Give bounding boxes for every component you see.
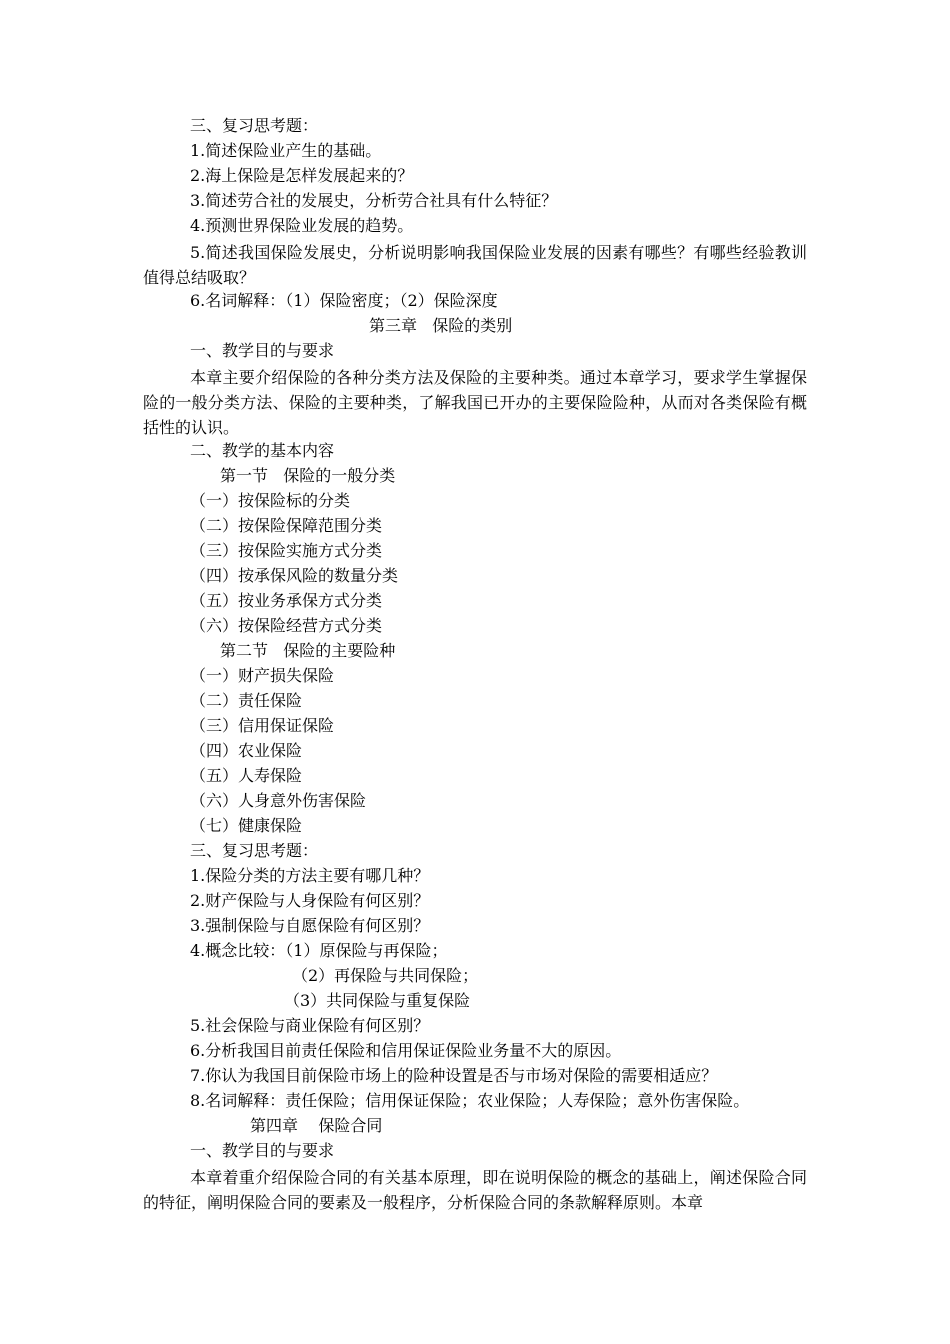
review-heading: 三、复习思考题： (190, 116, 319, 135)
chapter-3-review-heading: 三、复习思考题： (190, 841, 319, 860)
chapter-3-goal-paragraph: 本章主要介绍保险的各种分类方法及保险的主要种类。通过本章学习，要求学生掌握保险的一般分类方法、保险的主要种类，了解我国已开办的主要保险险种，从而对各类保险有概括性的认识。 (143, 368, 807, 437)
review-question-6: 6.名词解释：（1）保险密度；（2）保险深度 (190, 291, 498, 310)
chapter-3-question-3: 3.强制保险与自愿保险有何区别？ (190, 916, 430, 935)
list-item: （七）健康保险 (190, 816, 303, 835)
section-2-title: 第二节 保险的主要险种 (220, 641, 396, 660)
chapter-3-question-1: 1.保险分类的方法主要有哪几种？ (190, 866, 430, 885)
list-item: （三）按保险实施方式分类 (190, 541, 383, 560)
review-question-5: 5.简述我国保险发展史，分析说明影响我国保险业发展的因素有哪些？有哪些经验教训值得总结吸取？ (143, 243, 807, 287)
list-item: （三）信用保证保险 (190, 716, 335, 735)
list-item: （二）按保险保障范围分类 (190, 516, 383, 535)
review-question-4: 4.预测世界保险业发展的趋势。 (190, 216, 414, 235)
chapter-4-goal-heading: 一、教学目的与要求 (190, 1141, 335, 1160)
chapter-3-question-4c: （3）共同保险与重复保险 (284, 991, 471, 1010)
chapter-3-goal-heading: 一、教学目的与要求 (190, 341, 335, 360)
review-question-1: 1.简述保险业产生的基础。 (190, 141, 382, 160)
chapter-3-question-4a: 4.概念比较：（1）原保险与再保险； (190, 941, 448, 960)
list-item: （六）按保险经营方式分类 (190, 616, 383, 635)
chapter-3-question-5: 5.社会保险与商业保险有何区别？ (190, 1016, 430, 1035)
chapter-3-question-2: 2.财产保险与人身保险有何区别？ (190, 891, 430, 910)
list-item: （五）人寿保险 (190, 766, 303, 785)
chapter-3-question-6: 6.分析我国目前责任保险和信用保证保险业务量不大的原因。 (190, 1041, 622, 1060)
list-item: （六）人身意外伤害保险 (190, 791, 367, 810)
list-item: （一）财产损失保险 (190, 666, 335, 685)
chapter-4-goal-paragraph: 本章着重介绍保险合同的有关基本原理，即在说明保险的概念的基础上，阐述保险合同的特征，阐明保险合同的要素及一般程序，分析保险合同的条款解释原则。本章 (143, 1168, 807, 1212)
review-question-3: 3.简述劳合社的发展史，分析劳合社具有什么特征？ (190, 191, 558, 210)
list-item: （四）农业保险 (190, 741, 303, 760)
list-item: （四）按承保风险的数量分类 (190, 566, 399, 585)
chapter-3-title: 第三章 保险的类别 (369, 316, 513, 335)
chapter-3-question-7: 7.你认为我国目前保险市场上的险种设置是否与市场对保险的需要相适应？ (190, 1066, 718, 1085)
chapter-3-question-4b: （2）再保险与共同保险； (292, 966, 479, 985)
chapter-3-content-heading: 二、教学的基本内容 (190, 441, 335, 460)
chapter-4-title: 第四章 保险合同 (250, 1116, 383, 1135)
list-item: （五）按业务承保方式分类 (190, 591, 383, 610)
section-1-title: 第一节 保险的一般分类 (220, 466, 396, 485)
list-item: （一）按保险标的分类 (190, 491, 351, 510)
list-item: （二）责任保险 (190, 691, 303, 710)
chapter-3-question-8: 8.名词解释：责任保险；信用保证保险；农业保险；人寿保险；意外伤害保险。 (190, 1091, 750, 1110)
review-question-2: 2.海上保险是怎样发展起来的？ (190, 166, 414, 185)
